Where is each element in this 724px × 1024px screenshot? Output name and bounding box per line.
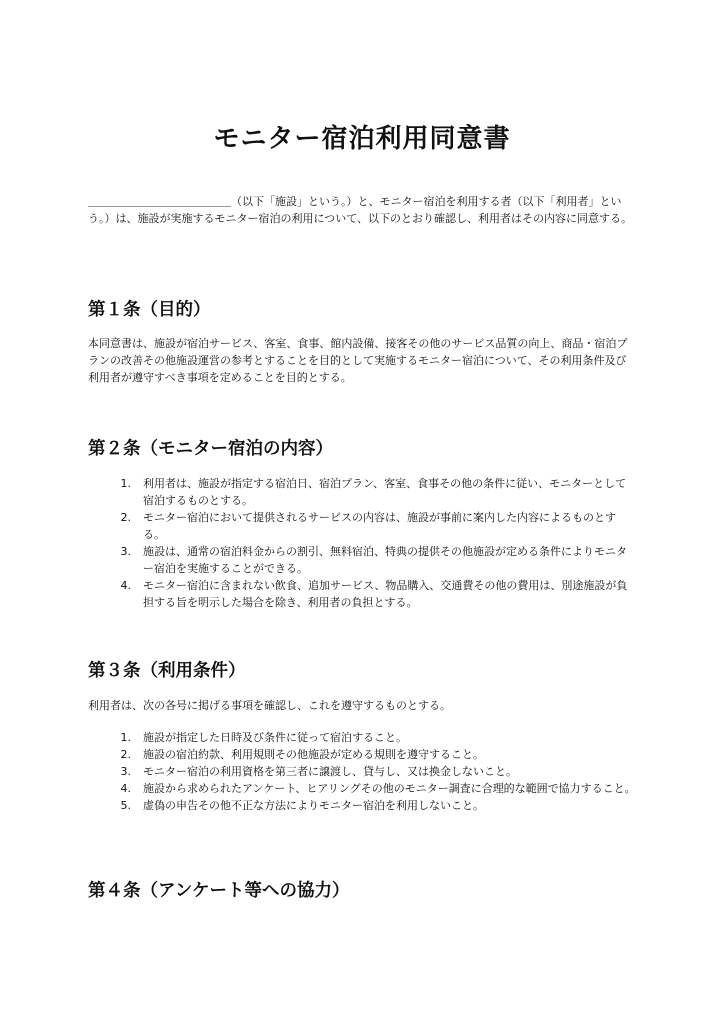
article-2-heading: 第２条（モニター宿泊の内容）: [88, 439, 333, 459]
list-item-text: 利用者は、施設が指定する宿泊日、宿泊プラン、客室、食事その他の条件に従い、モニターとして宿泊するものとする。: [143, 477, 627, 507]
list-item-text: 施設の宿泊約款、利用規則その他施設が定める規則を遵守すること。: [143, 748, 484, 761]
article-3-list: [88, 729, 636, 814]
list-item-number: 5.: [120, 799, 131, 812]
list-item: [88, 746, 636, 763]
article-3-body: 利用者は、次の各号に掲げる事項を確認し、これを遵守するものとする。: [88, 699, 451, 712]
list-item: [88, 475, 636, 509]
list-item-number: 1.: [120, 477, 131, 490]
article-1-body: 本同意書は、施設が宿泊サービス、客室、食事、館内設備、接客その他のサービス品質の向上、商品・宿泊プランの改善その他施設運営の参考とすることを目的として実施するモニター宿泊について、その利用条件及び利用者が遵守すべき事項を定めることを目的とする。: [88, 337, 628, 384]
list-item-text: モニター宿泊の利用資格を第三者に譲渡し、貸与し、又は換金しないこと。: [143, 765, 517, 778]
document-title: モニター宿泊利用同意書: [213, 124, 511, 154]
article-4-heading: 第４条（アンケート等への協力）: [88, 881, 350, 901]
list-item-number: 4.: [120, 579, 131, 592]
article-1-heading: 第１条（目的）: [88, 300, 211, 320]
list-item-number: 3.: [120, 545, 131, 558]
article-3-heading: 第３条（利用条件）: [88, 661, 246, 681]
list-item-text: モニター宿泊に含まれない飲食、追加サービス、物品購入、交通費その他の費用は、別途施設が負担する旨を明示した場合を除き、利用者の負担とする。: [143, 579, 628, 609]
list-item-text: 施設から求められたアンケート、ヒアリングその他のモニター調査に合理的な範囲で協力すること。: [143, 782, 636, 795]
list-item: [88, 780, 636, 797]
list-item: [88, 577, 636, 611]
list-item-number: 2.: [120, 748, 131, 761]
list-item: [88, 509, 636, 543]
article-2-list: [88, 475, 636, 611]
list-item: [88, 763, 636, 780]
list-item-text: 虚偽の申告その他不正な方法によりモニター宿泊を利用しないこと。: [143, 799, 484, 812]
list-item-text: 施設が指定した日時及び条件に従って宿泊すること。: [143, 731, 407, 744]
list-item-text: モニター宿泊において提供されるサービスの内容は、施設が事前に案内した内容によるものとする。: [143, 511, 616, 541]
list-item: [88, 543, 636, 577]
list-item-number: 3.: [120, 765, 131, 778]
list-item-number: 1.: [120, 731, 131, 744]
list-item-number: 2.: [120, 511, 131, 524]
list-item-text: 施設は、通常の宿泊料金からの割引、無料宿泊、特典の提供その他施設が定める条件によりモニター宿泊を実施することができる。: [143, 545, 627, 575]
intro-paragraph: ＿＿＿＿＿＿＿＿＿＿＿＿＿（以下「施設」という。）と、モニター宿泊を利用する者（以下「利用者」という。）は、施設が実施するモニター宿泊の利用について、以下のとおり確認し、利用者はその内容に同意する。: [88, 195, 633, 225]
list-item-number: 4.: [120, 782, 131, 795]
list-item: [88, 797, 636, 814]
list-item: [88, 729, 636, 746]
